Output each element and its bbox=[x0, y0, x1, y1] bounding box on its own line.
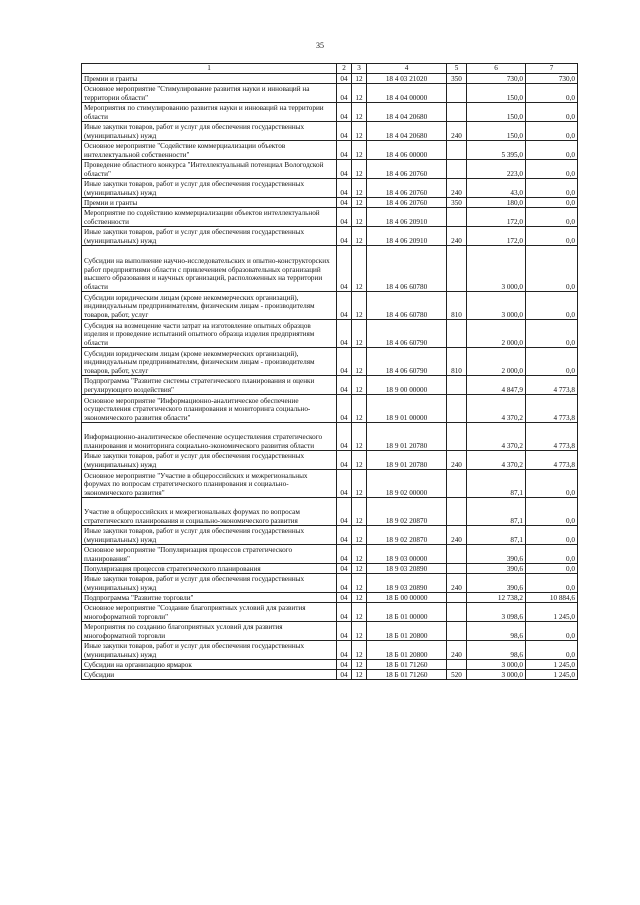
cell-c3: 12 bbox=[352, 395, 367, 423]
cell-c3: 12 bbox=[352, 593, 367, 603]
column-header: 7 bbox=[526, 64, 578, 74]
cell-c7: 0,0 bbox=[526, 526, 578, 545]
cell-c7: 0,0 bbox=[526, 246, 578, 292]
cell-c4: 18 4 04 20680 bbox=[367, 103, 447, 122]
cell-c2: 04 bbox=[337, 526, 352, 545]
table-row bbox=[82, 348, 578, 376]
cell-c5: 240 bbox=[447, 122, 467, 141]
cell-c6: 4 847,9 bbox=[467, 376, 526, 395]
table-row bbox=[82, 141, 578, 160]
cell-c7: 0,0 bbox=[526, 470, 578, 498]
cell-c6: 390,6 bbox=[467, 545, 526, 564]
cell-c2: 04 bbox=[337, 564, 352, 574]
cell-c5 bbox=[447, 395, 467, 423]
table-row bbox=[82, 320, 578, 348]
table-row bbox=[82, 641, 578, 660]
cell-c5: 240 bbox=[447, 641, 467, 660]
cell-c7: 0,0 bbox=[526, 198, 578, 208]
cell-c3: 12 bbox=[352, 179, 367, 198]
table-row bbox=[82, 395, 578, 423]
cell-name: Иные закупки товаров, работ и услуг для обеспечения государственных (муниципальных) нужд bbox=[82, 641, 337, 660]
cell-c2: 04 bbox=[337, 348, 352, 376]
cell-name: Субсидии юридическим лицам (кроме некоммерческих организаций), индивидуальным предпринимателям, физическим лицам - производителям товаров, работ, услуг bbox=[82, 292, 337, 320]
cell-c6: 4 370,2 bbox=[467, 451, 526, 470]
cell-c5: 350 bbox=[447, 198, 467, 208]
cell-c2: 04 bbox=[337, 74, 352, 84]
cell-c5 bbox=[447, 564, 467, 574]
cell-c2: 04 bbox=[337, 451, 352, 470]
cell-c5 bbox=[447, 103, 467, 122]
cell-c6: 390,6 bbox=[467, 574, 526, 593]
page-number: 35 bbox=[316, 41, 324, 50]
cell-c3: 12 bbox=[352, 227, 367, 246]
column-header: 5 bbox=[447, 64, 467, 74]
cell-c2: 04 bbox=[337, 603, 352, 622]
cell-c2: 04 bbox=[337, 84, 352, 103]
cell-c5: 240 bbox=[447, 451, 467, 470]
cell-c5 bbox=[447, 320, 467, 348]
cell-c5: 240 bbox=[447, 179, 467, 198]
cell-c4: 18 4 06 20910 bbox=[367, 208, 447, 227]
cell-c3: 12 bbox=[352, 564, 367, 574]
cell-c3: 12 bbox=[352, 103, 367, 122]
cell-c5 bbox=[447, 141, 467, 160]
cell-c2: 04 bbox=[337, 470, 352, 498]
table-row bbox=[82, 122, 578, 141]
cell-c7: 0,0 bbox=[526, 545, 578, 564]
cell-name: Премии и гранты bbox=[82, 198, 337, 208]
table-row bbox=[82, 670, 578, 680]
cell-c7: 0,0 bbox=[526, 122, 578, 141]
cell-c6: 3 000,0 bbox=[467, 660, 526, 670]
cell-c3: 12 bbox=[352, 622, 367, 641]
cell-c4: 18 9 01 00000 bbox=[367, 395, 447, 423]
cell-c5: 810 bbox=[447, 292, 467, 320]
cell-c5 bbox=[447, 545, 467, 564]
cell-c4: 18 Б 01 71260 bbox=[367, 660, 447, 670]
cell-name: Основное мероприятие "Создание благоприятных условий для развития многоформатной торговли" bbox=[82, 603, 337, 622]
table-row bbox=[82, 208, 578, 227]
cell-c3: 12 bbox=[352, 141, 367, 160]
cell-c7: 4 773,8 bbox=[526, 451, 578, 470]
cell-c4: 18 4 06 00000 bbox=[367, 141, 447, 160]
cell-c3: 12 bbox=[352, 160, 367, 179]
cell-c4: 18 9 03 20890 bbox=[367, 564, 447, 574]
cell-name: Подпрограмма "Развитие торговли" bbox=[82, 593, 337, 603]
cell-c5: 350 bbox=[447, 74, 467, 84]
table-row bbox=[82, 292, 578, 320]
cell-c5 bbox=[447, 603, 467, 622]
cell-name: Субсидия на возмещение части затрат на изготовление опытных образцов изделия и проведение испытаний опытного образца изделия предприятиям области bbox=[82, 320, 337, 348]
cell-c6: 4 370,2 bbox=[467, 423, 526, 451]
cell-c3: 12 bbox=[352, 641, 367, 660]
cell-name: Мероприятия по стимулированию развития науки и инноваций на территории области bbox=[82, 103, 337, 122]
cell-c2: 04 bbox=[337, 160, 352, 179]
table-row bbox=[82, 593, 578, 603]
cell-c7: 0,0 bbox=[526, 292, 578, 320]
cell-c3: 12 bbox=[352, 574, 367, 593]
cell-c4: 18 4 03 21020 bbox=[367, 74, 447, 84]
cell-c4: 18 Б 01 20800 bbox=[367, 641, 447, 660]
cell-name: Мероприятия по созданию благоприятных условий для развития многоформатной торговли bbox=[82, 622, 337, 641]
cell-c6: 87,1 bbox=[467, 526, 526, 545]
cell-c3: 12 bbox=[352, 320, 367, 348]
cell-c6: 3 000,0 bbox=[467, 292, 526, 320]
cell-c3: 12 bbox=[352, 348, 367, 376]
cell-c4: 18 Б 01 20800 bbox=[367, 622, 447, 641]
cell-c3: 12 bbox=[352, 84, 367, 103]
cell-c7: 10 884,6 bbox=[526, 593, 578, 603]
cell-c7: 0,0 bbox=[526, 227, 578, 246]
cell-c5: 520 bbox=[447, 670, 467, 680]
cell-c6: 223,0 bbox=[467, 160, 526, 179]
cell-c5 bbox=[447, 208, 467, 227]
cell-c4: 18 9 03 20890 bbox=[367, 574, 447, 593]
table-row bbox=[82, 103, 578, 122]
table-row bbox=[82, 246, 578, 292]
cell-c7: 1 245,0 bbox=[526, 660, 578, 670]
cell-c3: 12 bbox=[352, 292, 367, 320]
cell-c2: 04 bbox=[337, 545, 352, 564]
cell-c6: 98,6 bbox=[467, 641, 526, 660]
cell-c3: 12 bbox=[352, 498, 367, 526]
cell-name: Иные закупки товаров, работ и услуг для обеспечения государственных (муниципальных) нужд bbox=[82, 526, 337, 545]
column-header: 3 bbox=[352, 64, 367, 74]
cell-c3: 12 bbox=[352, 122, 367, 141]
cell-name: Субсидии на выполнение научно-исследовательских и опытно-конструкторских работ предприятиями области с привлечением образовательных организаций высшего образования и научных организаций, расположенных на территории области bbox=[82, 246, 337, 292]
cell-c2: 04 bbox=[337, 593, 352, 603]
table-row bbox=[82, 376, 578, 395]
cell-c6: 12 738,2 bbox=[467, 593, 526, 603]
cell-c7: 0,0 bbox=[526, 622, 578, 641]
cell-c3: 12 bbox=[352, 423, 367, 451]
table-row bbox=[82, 498, 578, 526]
cell-name: Иные закупки товаров, работ и услуг для обеспечения государственных (муниципальных) нужд bbox=[82, 122, 337, 141]
cell-c5 bbox=[447, 498, 467, 526]
cell-c4: 18 Б 01 00000 bbox=[367, 603, 447, 622]
table-row bbox=[82, 74, 578, 84]
cell-c3: 12 bbox=[352, 74, 367, 84]
cell-c6: 150,0 bbox=[467, 84, 526, 103]
table-row bbox=[82, 564, 578, 574]
table-row bbox=[82, 160, 578, 179]
table-row bbox=[82, 198, 578, 208]
cell-c5 bbox=[447, 376, 467, 395]
column-header: 2 bbox=[337, 64, 352, 74]
cell-c6: 2 000,0 bbox=[467, 348, 526, 376]
cell-c7: 0,0 bbox=[526, 498, 578, 526]
header-row bbox=[82, 64, 578, 74]
cell-c7: 0,0 bbox=[526, 574, 578, 593]
cell-name: Иные закупки товаров, работ и услуг для обеспечения государственных (муниципальных) нужд bbox=[82, 179, 337, 198]
cell-c6: 3 000,0 bbox=[467, 246, 526, 292]
cell-name: Основное мероприятие "Содействие коммерциализации объектов интеллектуальной собственности" bbox=[82, 141, 337, 160]
cell-c7: 0,0 bbox=[526, 641, 578, 660]
cell-c7: 4 773,8 bbox=[526, 423, 578, 451]
cell-c6: 3 000,0 bbox=[467, 670, 526, 680]
cell-c7: 0,0 bbox=[526, 348, 578, 376]
cell-c2: 04 bbox=[337, 179, 352, 198]
cell-c3: 12 bbox=[352, 526, 367, 545]
cell-c4: 18 9 02 00000 bbox=[367, 470, 447, 498]
cell-name: Подпрограмма "Развитие системы стратегического планирования и оценки регулирующего воздействия" bbox=[82, 376, 337, 395]
cell-c2: 04 bbox=[337, 670, 352, 680]
cell-c7: 0,0 bbox=[526, 84, 578, 103]
cell-c6: 390,6 bbox=[467, 564, 526, 574]
cell-c4: 18 4 04 00000 bbox=[367, 84, 447, 103]
cell-c5 bbox=[447, 423, 467, 451]
cell-c6: 5 395,0 bbox=[467, 141, 526, 160]
cell-name: Иные закупки товаров, работ и услуг для обеспечения государственных (муниципальных) нужд bbox=[82, 574, 337, 593]
cell-c2: 04 bbox=[337, 423, 352, 451]
column-header: 6 bbox=[467, 64, 526, 74]
table-row bbox=[82, 526, 578, 545]
column-header: 4 bbox=[367, 64, 447, 74]
cell-c4: 18 9 02 20870 bbox=[367, 526, 447, 545]
cell-c5 bbox=[447, 593, 467, 603]
cell-c2: 04 bbox=[337, 227, 352, 246]
cell-c5 bbox=[447, 84, 467, 103]
cell-c2: 04 bbox=[337, 208, 352, 227]
cell-name: Субсидии на организацию ярмарок bbox=[82, 660, 337, 670]
cell-name: Иные закупки товаров, работ и услуг для обеспечения государственных (муниципальных) нужд bbox=[82, 227, 337, 246]
cell-name: Основное мероприятие "Участие в общероссийских и межрегиональных форумах по вопросам стратегического планирования и социально-экономического развития" bbox=[82, 470, 337, 498]
cell-c7: 0,0 bbox=[526, 564, 578, 574]
cell-c6: 172,0 bbox=[467, 208, 526, 227]
cell-c5 bbox=[447, 660, 467, 670]
cell-c3: 12 bbox=[352, 198, 367, 208]
cell-c6: 43,0 bbox=[467, 179, 526, 198]
cell-c2: 04 bbox=[337, 246, 352, 292]
cell-name: Субсидии юридическим лицам (кроме некоммерческих организаций), индивидуальным предпринимателям, физическим лицам - производителям товаров, работ, услуг bbox=[82, 348, 337, 376]
cell-c2: 04 bbox=[337, 320, 352, 348]
cell-name: Проведение областного конкурса "Интеллектуальный потенциал Вологодской области" bbox=[82, 160, 337, 179]
cell-c4: 18 9 00 00000 bbox=[367, 376, 447, 395]
table-row bbox=[82, 227, 578, 246]
table-row bbox=[82, 574, 578, 593]
cell-c3: 12 bbox=[352, 470, 367, 498]
cell-name: Иные закупки товаров, работ и услуг для обеспечения государственных (муниципальных) нужд bbox=[82, 451, 337, 470]
table-row bbox=[82, 622, 578, 641]
cell-c7: 0,0 bbox=[526, 160, 578, 179]
cell-c7: 0,0 bbox=[526, 179, 578, 198]
cell-c7: 0,0 bbox=[526, 208, 578, 227]
cell-c4: 18 4 06 20760 bbox=[367, 179, 447, 198]
cell-c2: 04 bbox=[337, 622, 352, 641]
cell-c4: 18 4 06 20910 bbox=[367, 227, 447, 246]
cell-c6: 87,1 bbox=[467, 470, 526, 498]
cell-name: Мероприятие по содействию коммерциализации объектов интеллектуальной собственности bbox=[82, 208, 337, 227]
cell-name: Участие в общероссийских и межрегиональных форумах по вопросам стратегического планирования и социально-экономического развития bbox=[82, 498, 337, 526]
cell-c3: 12 bbox=[352, 451, 367, 470]
cell-c4: 18 9 01 20780 bbox=[367, 451, 447, 470]
budget-table bbox=[81, 63, 578, 680]
table-row bbox=[82, 470, 578, 498]
cell-c2: 04 bbox=[337, 498, 352, 526]
cell-c2: 04 bbox=[337, 574, 352, 593]
cell-c3: 12 bbox=[352, 376, 367, 395]
cell-c4: 18 4 06 60790 bbox=[367, 320, 447, 348]
cell-c4: 18 4 06 60780 bbox=[367, 246, 447, 292]
cell-c5 bbox=[447, 160, 467, 179]
cell-c7: 0,0 bbox=[526, 103, 578, 122]
cell-c2: 04 bbox=[337, 122, 352, 141]
cell-c2: 04 bbox=[337, 395, 352, 423]
cell-c2: 04 bbox=[337, 198, 352, 208]
cell-name: Популяризация процессов стратегического планирования bbox=[82, 564, 337, 574]
cell-name: Информационно-аналитическое обеспечение осуществления стратегического планирования и мониторинга социально-экономического развития области bbox=[82, 423, 337, 451]
cell-c6: 172,0 bbox=[467, 227, 526, 246]
cell-c7: 4 773,8 bbox=[526, 395, 578, 423]
cell-c5: 810 bbox=[447, 348, 467, 376]
cell-c6: 98,6 bbox=[467, 622, 526, 641]
cell-c7: 1 245,0 bbox=[526, 603, 578, 622]
cell-name: Субсидии bbox=[82, 670, 337, 680]
cell-c4: 18 9 03 00000 bbox=[367, 545, 447, 564]
cell-c3: 12 bbox=[352, 208, 367, 227]
cell-c4: 18 Б 00 00000 bbox=[367, 593, 447, 603]
table-row bbox=[82, 603, 578, 622]
cell-c4: 18 Б 01 71260 bbox=[367, 670, 447, 680]
cell-c4: 18 9 01 20780 bbox=[367, 423, 447, 451]
cell-c7: 0,0 bbox=[526, 320, 578, 348]
cell-c6: 4 370,2 bbox=[467, 395, 526, 423]
cell-c6: 150,0 bbox=[467, 103, 526, 122]
table-row bbox=[82, 84, 578, 103]
cell-c7: 0,0 bbox=[526, 141, 578, 160]
cell-c2: 04 bbox=[337, 660, 352, 670]
cell-c5 bbox=[447, 470, 467, 498]
cell-c6: 87,1 bbox=[467, 498, 526, 526]
cell-c2: 04 bbox=[337, 141, 352, 160]
cell-c3: 12 bbox=[352, 246, 367, 292]
cell-c3: 12 bbox=[352, 660, 367, 670]
cell-c6: 3 098,6 bbox=[467, 603, 526, 622]
table-row bbox=[82, 423, 578, 451]
cell-c2: 04 bbox=[337, 376, 352, 395]
cell-c6: 730,0 bbox=[467, 74, 526, 84]
cell-c5: 240 bbox=[447, 526, 467, 545]
column-header: 1 bbox=[82, 64, 337, 74]
cell-c4: 18 9 02 20870 bbox=[367, 498, 447, 526]
cell-name: Основное мероприятие "Информационно-аналитическое обеспечение осуществления стратегического планирования и мониторинга социально-экономического развития области" bbox=[82, 395, 337, 423]
cell-c2: 04 bbox=[337, 641, 352, 660]
cell-c4: 18 4 06 60790 bbox=[367, 348, 447, 376]
table-row bbox=[82, 660, 578, 670]
cell-c6: 180,0 bbox=[467, 198, 526, 208]
cell-c5: 240 bbox=[447, 574, 467, 593]
cell-c7: 4 773,8 bbox=[526, 376, 578, 395]
cell-c3: 12 bbox=[352, 670, 367, 680]
cell-c4: 18 4 06 20760 bbox=[367, 198, 447, 208]
table-row bbox=[82, 179, 578, 198]
cell-c7: 1 245,0 bbox=[526, 670, 578, 680]
cell-c3: 12 bbox=[352, 545, 367, 564]
table-row bbox=[82, 451, 578, 470]
cell-c5 bbox=[447, 622, 467, 641]
cell-name: Основное мероприятие "Стимулирование развития науки и инноваций на территории области" bbox=[82, 84, 337, 103]
cell-c3: 12 bbox=[352, 603, 367, 622]
cell-c5 bbox=[447, 246, 467, 292]
cell-c4: 18 4 06 60780 bbox=[367, 292, 447, 320]
cell-c5: 240 bbox=[447, 227, 467, 246]
cell-c2: 04 bbox=[337, 103, 352, 122]
cell-c7: 730,0 bbox=[526, 74, 578, 84]
cell-c6: 2 000,0 bbox=[467, 320, 526, 348]
table-row bbox=[82, 545, 578, 564]
cell-c4: 18 4 06 20760 bbox=[367, 160, 447, 179]
cell-name: Премии и гранты bbox=[82, 74, 337, 84]
cell-c2: 04 bbox=[337, 292, 352, 320]
cell-c4: 18 4 04 20680 bbox=[367, 122, 447, 141]
cell-c6: 150,0 bbox=[467, 122, 526, 141]
cell-name: Основное мероприятие "Популяризация процессов стратегического планирования" bbox=[82, 545, 337, 564]
